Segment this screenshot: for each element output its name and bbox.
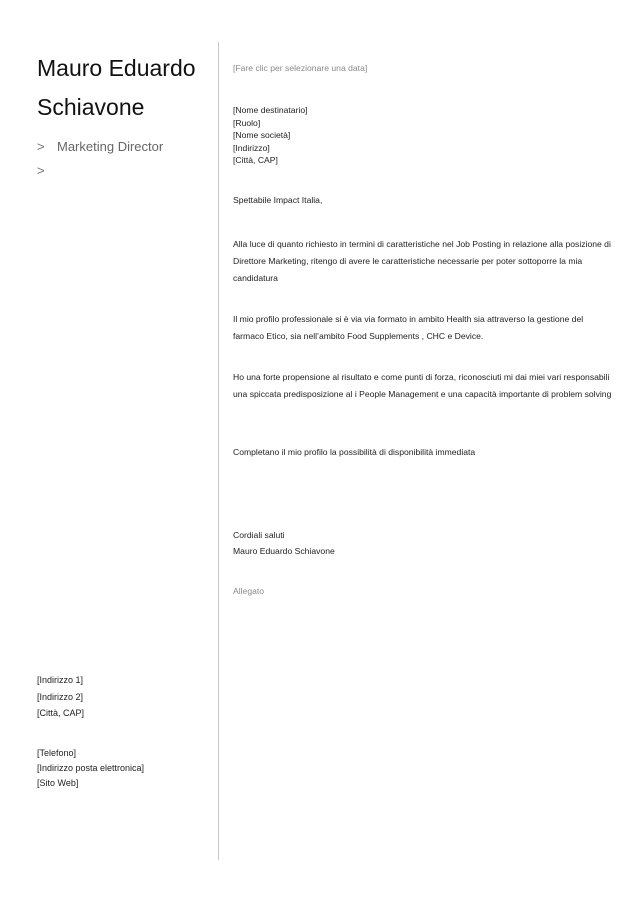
sender-address-block bbox=[37, 672, 84, 722]
recipient-name: [Nome destinatario] bbox=[233, 105, 308, 115]
closing-block bbox=[233, 527, 613, 559]
email-field: [Indirizzo posta elettronica] bbox=[37, 763, 145, 773]
letter-paragraph: Alla luce di quanto richiesto in termini di caratteristiche nel Job Posting in relazione alla posizione di Direttore Marketing, ritengo di avere le caratteristiche necessarie per poter sottoporre la mia candidatura bbox=[233, 239, 611, 283]
attachment-label: Allegato bbox=[233, 586, 265, 596]
date-placeholder[interactable]: [Fare clic per selezionare una data] bbox=[233, 63, 368, 73]
name-second-line: Schiavone bbox=[37, 94, 145, 120]
recipient-city-zip: [Città, CAP] bbox=[233, 155, 278, 165]
job-title: Marketing Director bbox=[57, 139, 164, 154]
address-city-zip: [Città, CAP] bbox=[37, 708, 85, 718]
name-first-line: Mauro Eduardo bbox=[37, 55, 196, 81]
sender-contact-block bbox=[37, 745, 144, 790]
address-line-1: [Indirizzo 1] bbox=[37, 675, 84, 685]
signature-name: Mauro Eduardo Schiavone bbox=[233, 546, 335, 556]
letter-paragraph: Completano il mio profilo la possibilità di disponibilità immediata bbox=[233, 447, 476, 457]
chevron-right-icon: > bbox=[37, 139, 45, 154]
phone-field: [Telefono] bbox=[37, 748, 77, 758]
closing-greeting: Cordiali saluti bbox=[233, 530, 285, 540]
website-field: [Sito Web] bbox=[37, 778, 79, 788]
recipient-company: [Nome società] bbox=[233, 130, 291, 140]
recipient-block bbox=[233, 104, 613, 167]
recipient-address: [Indirizzo] bbox=[233, 142, 270, 153]
chevron-right-icon: > bbox=[37, 163, 45, 178]
letter-paragraph: Ho una forte propensione al risultato e come punti di forza, riconosciuti mi dai miei vari responsabili una spiccata predisposizione al i People Management e una capacità importante di problem solving bbox=[233, 372, 612, 399]
address-line-2: [Indirizzo 2] bbox=[37, 691, 84, 702]
column-divider bbox=[218, 42, 219, 860]
job-title-row bbox=[37, 139, 163, 154]
recipient-role: [Ruolo] bbox=[233, 117, 261, 128]
letter-paragraph: Il mio profilo professionale si è via via formato in ambito Health sia attraverso la gestione del farmaco Etico, sia nell’ambito Food Supplements , CHC e Device. bbox=[233, 314, 584, 341]
salutation: Spettabile Impact Italia, bbox=[233, 195, 323, 205]
empty-bullet-row bbox=[37, 163, 57, 178]
